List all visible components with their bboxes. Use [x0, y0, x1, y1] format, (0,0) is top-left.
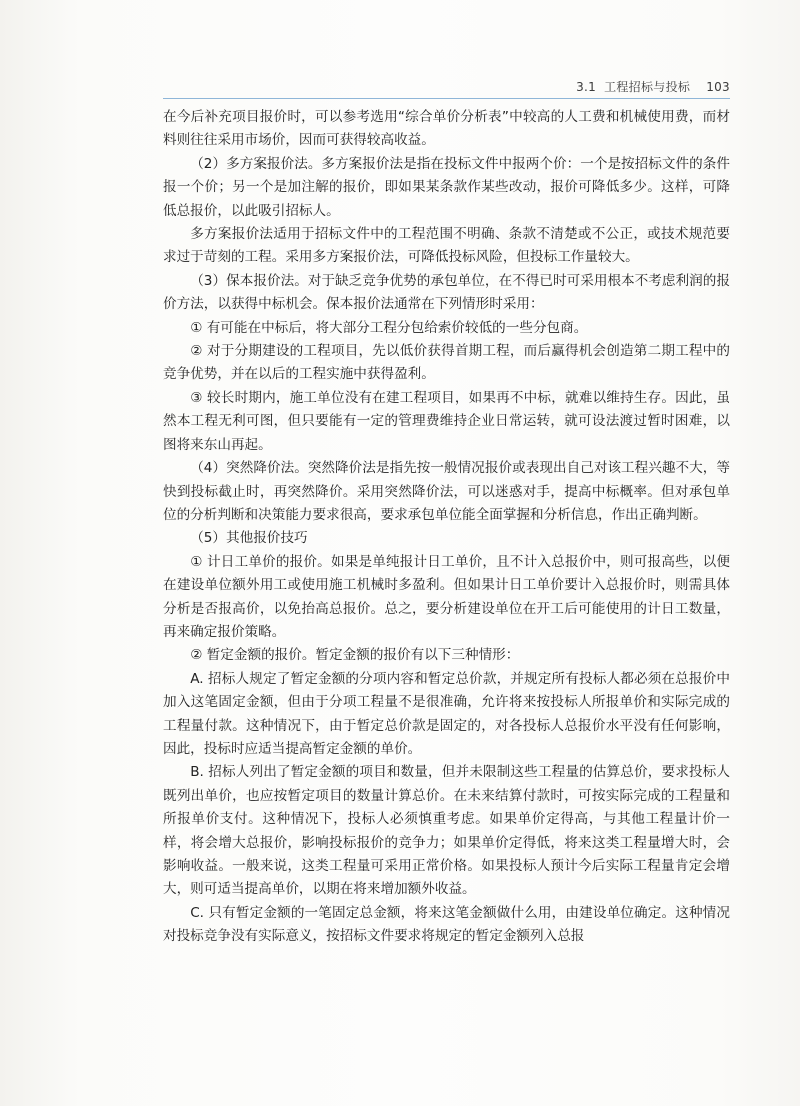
paragraph: 在今后补充项目报价时，可以参考选用“综合单价分析表”中较高的人工费和机械使用费，而材料则往往采用市场价，因而可获得较高收益。 [163, 109, 730, 149]
paragraph: （4）突然降价法。突然降价法是指先按一般情况报价或表现出自己对该工程兴趣不大，等快到投标截止时，再突然降价。采用突然降价法，可以迷惑对手，提高中标概率。但对承包单位的分析判断和决策能力要求很高，要求承包单位能全面掌握和分析信息，作出正确判断。 [163, 460, 730, 523]
paragraph: ① 有可能在中标后，将大部分工程分包给索价较低的一些分包商。 [190, 319, 588, 336]
paragraph: C. 只有暂定金额的一笔固定总金额，将来这笔金额做什么用，由建设单位确定。这种情况对投标竞争没有实际意义，按招标文件要求将规定的暂定金额列入总报 [163, 904, 730, 945]
paragraph: （2）多方案报价法。多方案报价法是指在投标文件中报两个价：一个是按招标文件的条件报一个价；另一个是加注解的报价，即如果某条款作某些改动，报价可降低多少。这样，可降低总报价，以此吸引招标人。 [163, 155, 730, 219]
paragraph: ② 暂定金额的报价。暂定金额的报价有以下三种情形： [190, 647, 520, 664]
header-rule [163, 98, 730, 99]
paragraph: ③ 较长时期内，施工单位没有在建工程项目，如果再不中标，就难以维持生存。因此，虽然本工程无利可图，但只要能有一定的管理费维持企业日常运转，就可设法渡过暂时困难，以图将来东山再起。 [163, 389, 730, 453]
body-text [163, 106, 730, 949]
page-number: 103 [706, 80, 730, 94]
paragraph: （5）其他报价技巧 [190, 530, 308, 547]
paragraph: A. 招标人规定了暂定金额的分项内容和暂定总价款，并规定所有投标人都必须在总报价中加入这笔固定金额，但由于分项工程量不是很准确，允许将来按投标人所报单价和实际完成的工程量付款。这种情况下，由于暂定总价款是固定的，对各投标人总报价水平没有任何影响，因此，投标时应适当提高暂定金额的单价。 [163, 670, 730, 757]
section-number: 3.1 [576, 80, 597, 94]
paragraph: ① 计日工单价的报价。如果是单纯报计日工单价，且不计入总报价中，则可报高些，以便在建设单位额外用工或使用施工机械时多盈利。但如果计日工单价要计入总报价时，则需具体分析是否报高价，以免抬高总报价。总之，要分析建设单位在开工后可能使用的计日工数量，再来确定报价策略。 [163, 553, 730, 640]
paragraph: （3）保本报价法。对于缺乏竞争优势的承包单位，在不得已时可采用根本不考虑利润的报价方法，以获得中标机会。保本报价法通常在下列情形时采用： [163, 272, 730, 313]
paragraph: 多方案报价法适用于招标文件中的工程范围不明确、条款不清楚或不公正，或技术规范要求过于苛刻的工程。采用多方案报价法，可降低投标风险，但投标工作量较大。 [163, 226, 730, 266]
running-head [576, 78, 730, 95]
paragraph: ② 对于分期建设的工程项目，先以低价获得首期工程，而后赢得机会创造第二期工程中的竞争优势，并在以后的工程实施中获得盈利。 [163, 343, 730, 383]
section-title: 工程招标与投标 [604, 80, 691, 94]
paragraph: B. 招标人列出了暂定金额的项目和数量，但并未限制这些工程量的估算总价，要求投标人既列出单价，也应按暂定项目的数量计算总价。在未来结算付款时，可按实际完成的工程量和所报单价支付。这种情况下，投标人必须慎重考虑。如果单价定得高，与其他工程量计价一样，将会增大总报价，影响投标报价的竞争力；如果单价定得低，将来这类工程量增大时，会影响收益。一般来说，这类工程量可采用正常价格。如果投标人预计今后实际工程量肯定会增大，则可适当提高单价，以期在将来增加额外收益。 [163, 764, 730, 898]
